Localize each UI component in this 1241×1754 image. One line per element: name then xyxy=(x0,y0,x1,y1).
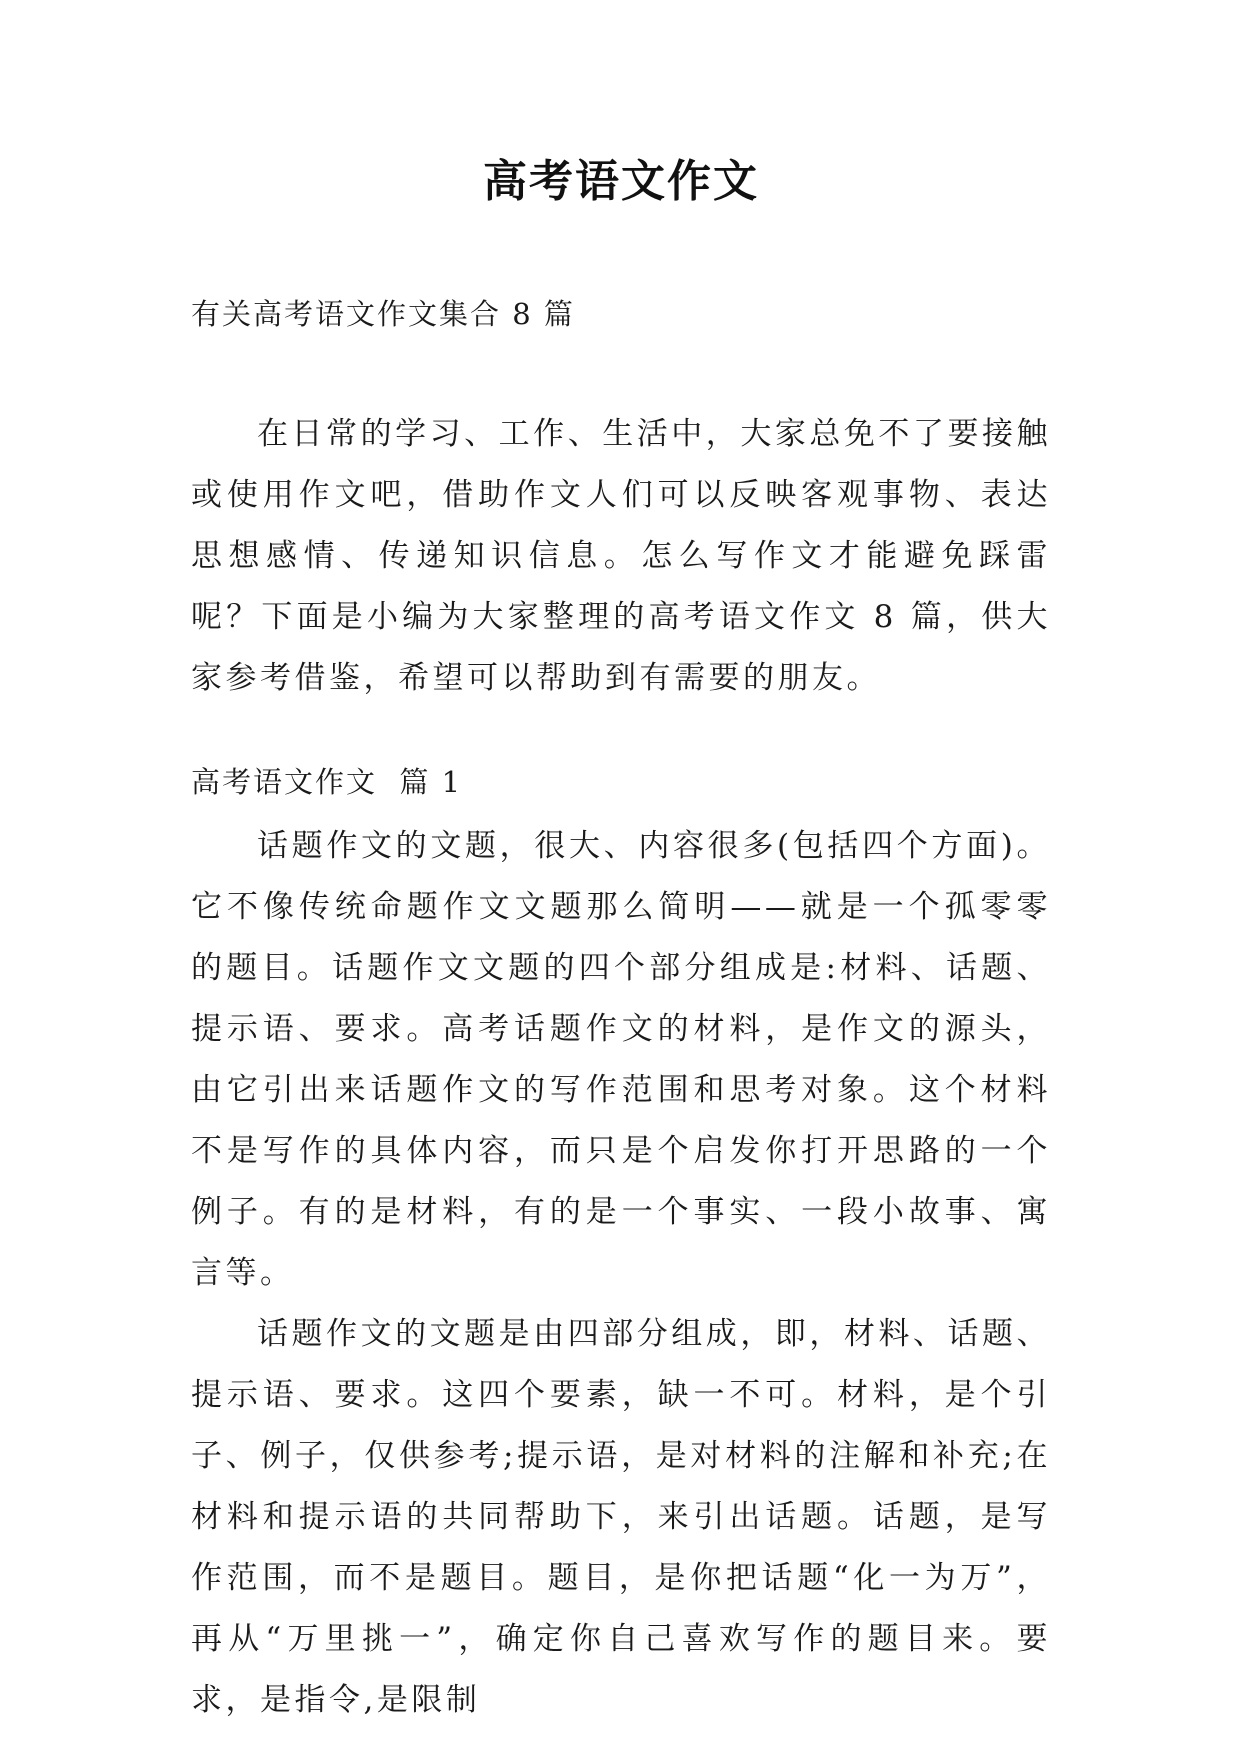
document-title: 高考语文作文 xyxy=(483,156,759,207)
section-body xyxy=(191,816,1051,1731)
document-subtitle: 有关高考语文作文集合 8 篇 xyxy=(191,297,575,331)
body-paragraph: 话题作文的文题是由四部分组成，即，材料、话题、提示语、要求。这四个要素，缺一不可。材料，是个引子、例子，仅供参考;提示语，是对材料的注解和补充;在材料和提示语的共同帮助下，来引出话题。话题，是写作范围，而不是题目。题目，是你把话题“化一为万”，再从“万里挑一”，确定你自己喜欢写作的题目来。要求，是指令,是限制 xyxy=(191,1316,1051,1718)
intro-paragraph: 在日常的学习、工作、生活中，大家总免不了要接触或使用作文吧，借助作文人们可以反映客观事物、表达思想感情、传递知识信息。怎么写作文才能避免踩雷呢？下面是小编为大家整理的高考语文作文 8 篇，供大家参考借鉴，希望可以帮助到有需要的朋友。 xyxy=(191,416,1051,696)
body-paragraph: 话题作文的文题，很大、内容很多(包括四个方面)。它不像传统命题作文文题那么简明——就是一个孤零零的题目。话题作文文题的四个部分组成是:材料、话题、提示语、要求。高考话题作文的材料，是作文的源头，由它引出来话题作文的写作范围和思考对象。这个材料不是写作的具体内容，而只是个启发你打开思路的一个例子。有的是材料，有的是一个事实、一段小故事、寓言等。 xyxy=(191,828,1051,1291)
section-heading: 高考语文作文 篇 1 xyxy=(191,765,463,799)
